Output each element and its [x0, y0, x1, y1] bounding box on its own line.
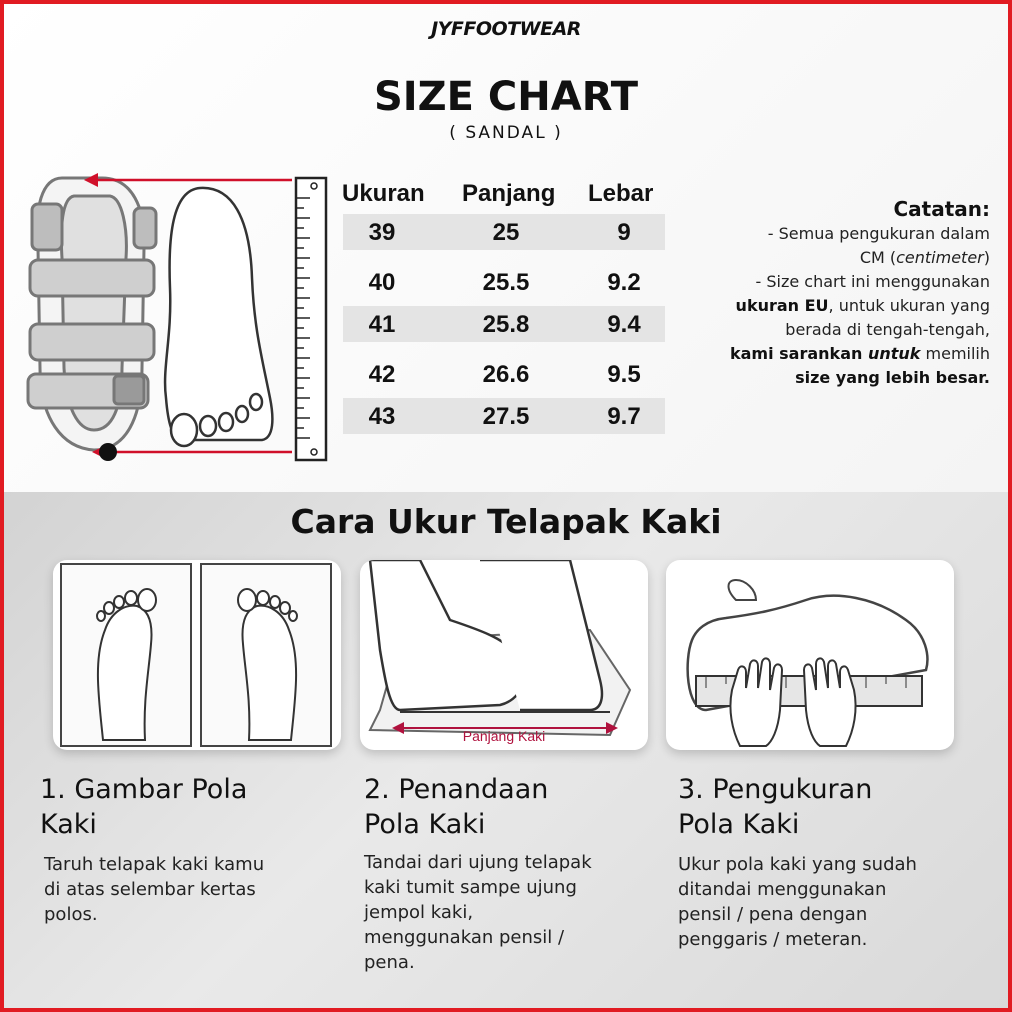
step3-desc-line: ditandai menggunakan	[678, 879, 887, 900]
cell-width: 9.5	[607, 361, 641, 388]
table-row	[343, 398, 665, 434]
sandal-icon	[28, 178, 156, 450]
header-size: Ukuran	[342, 180, 425, 207]
notes-line	[680, 246, 990, 270]
notes-italic: untuk	[867, 344, 921, 363]
notes-text: memilih	[920, 344, 990, 363]
step1-desc-line: polos.	[44, 904, 98, 925]
step2-desc-line: jempol kaki,	[364, 902, 474, 923]
cell-length: 25	[492, 219, 520, 246]
notes-block	[680, 196, 990, 390]
step3-description	[678, 852, 917, 952]
step2-card	[360, 560, 648, 750]
notes-bold: ukuran EU	[735, 296, 829, 315]
step1-title	[40, 772, 247, 842]
page-title: SIZE CHART	[373, 74, 639, 120]
step2-desc-line: menggunakan pensil /	[364, 927, 565, 948]
notes-line: berada di tengah-tengah,	[785, 320, 990, 339]
cell-length: 25.8	[482, 311, 530, 338]
notes-line: - Size chart ini menggunakan	[755, 272, 990, 291]
step3-title-line: Pola Kaki	[678, 809, 800, 840]
header-width: Lebar	[588, 180, 654, 207]
sandal-foot-illustration	[22, 168, 342, 468]
step3-card	[666, 560, 954, 750]
step2-description	[364, 850, 592, 975]
step2-desc-line: Tandai dari ujung telapak	[364, 852, 592, 873]
two-feet-icon	[53, 560, 341, 750]
notes-bold: size yang lebih besar.	[795, 368, 990, 387]
table-row	[343, 306, 665, 342]
step2-title-line: 2. Penandaan	[364, 774, 549, 805]
page-subtitle: ( SANDAL )	[449, 123, 563, 143]
notes-text: )	[983, 248, 990, 267]
step1-desc-line: Taruh telapak kaki kamu	[44, 854, 265, 875]
cell-size: 43	[368, 403, 396, 430]
step1-title-line: Kaki	[40, 809, 97, 840]
cell-size: 39	[368, 219, 396, 246]
notes-title: Catatan:	[893, 197, 990, 221]
cell-length: 25.5	[482, 269, 530, 296]
notes-line	[680, 342, 990, 366]
step2-title-line: Pola Kaki	[364, 809, 486, 840]
step3-title-line: 3. Pengukuran	[678, 774, 873, 805]
table-row	[343, 356, 665, 392]
notes-line	[680, 294, 990, 318]
foot-outline-icon	[165, 188, 272, 446]
notes-bold: kami sarankan	[729, 344, 868, 363]
size-table-header	[340, 176, 670, 212]
foot-length-label: Panjang Kaki	[462, 728, 546, 744]
notes-text: CM (	[859, 248, 897, 267]
step3-desc-line: penggaris / meteran.	[678, 929, 868, 950]
step1-title-line: 1. Gambar Pola	[40, 774, 248, 805]
notes-text: , untuk ukuran yang	[828, 296, 990, 315]
cell-width: 9.2	[607, 269, 641, 296]
step3-title	[678, 772, 872, 842]
notes-italic: centimeter	[896, 248, 984, 267]
cell-width: 9.7	[607, 403, 641, 430]
howto-title: Cara Ukur Telapak Kaki	[290, 502, 722, 541]
step1-card	[53, 560, 341, 750]
brand-logo: JYFFOOTWEAR	[431, 18, 581, 40]
step3-desc-line: pensil / pena dengan	[678, 904, 868, 925]
cell-size: 40	[368, 269, 396, 296]
cell-width: 9.4	[607, 311, 641, 338]
measuring-hands-icon	[666, 560, 954, 750]
step1-desc-line: di atas selembar kertas	[44, 879, 256, 900]
cell-size: 41	[368, 311, 396, 338]
cell-width: 9	[617, 219, 631, 246]
cell-size: 42	[368, 361, 396, 388]
table-row	[343, 264, 665, 300]
step3-desc-line: Ukur pola kaki yang sudah	[678, 854, 917, 875]
notes-line: - Semua pengukuran dalam	[767, 224, 990, 243]
notes-line	[680, 366, 990, 390]
size-table	[340, 176, 670, 430]
header-length: Panjang	[462, 180, 556, 207]
cell-length: 26.6	[482, 361, 530, 388]
ruler-icon	[296, 178, 326, 460]
step2-title	[364, 772, 548, 842]
step2-desc-line: pena.	[364, 952, 415, 973]
cell-length: 27.5	[482, 403, 530, 430]
foot-tracing-icon	[360, 560, 648, 750]
step1-description	[44, 852, 264, 927]
step2-desc-line: kaki tumit sampe ujung	[364, 877, 577, 898]
table-row	[343, 214, 665, 250]
